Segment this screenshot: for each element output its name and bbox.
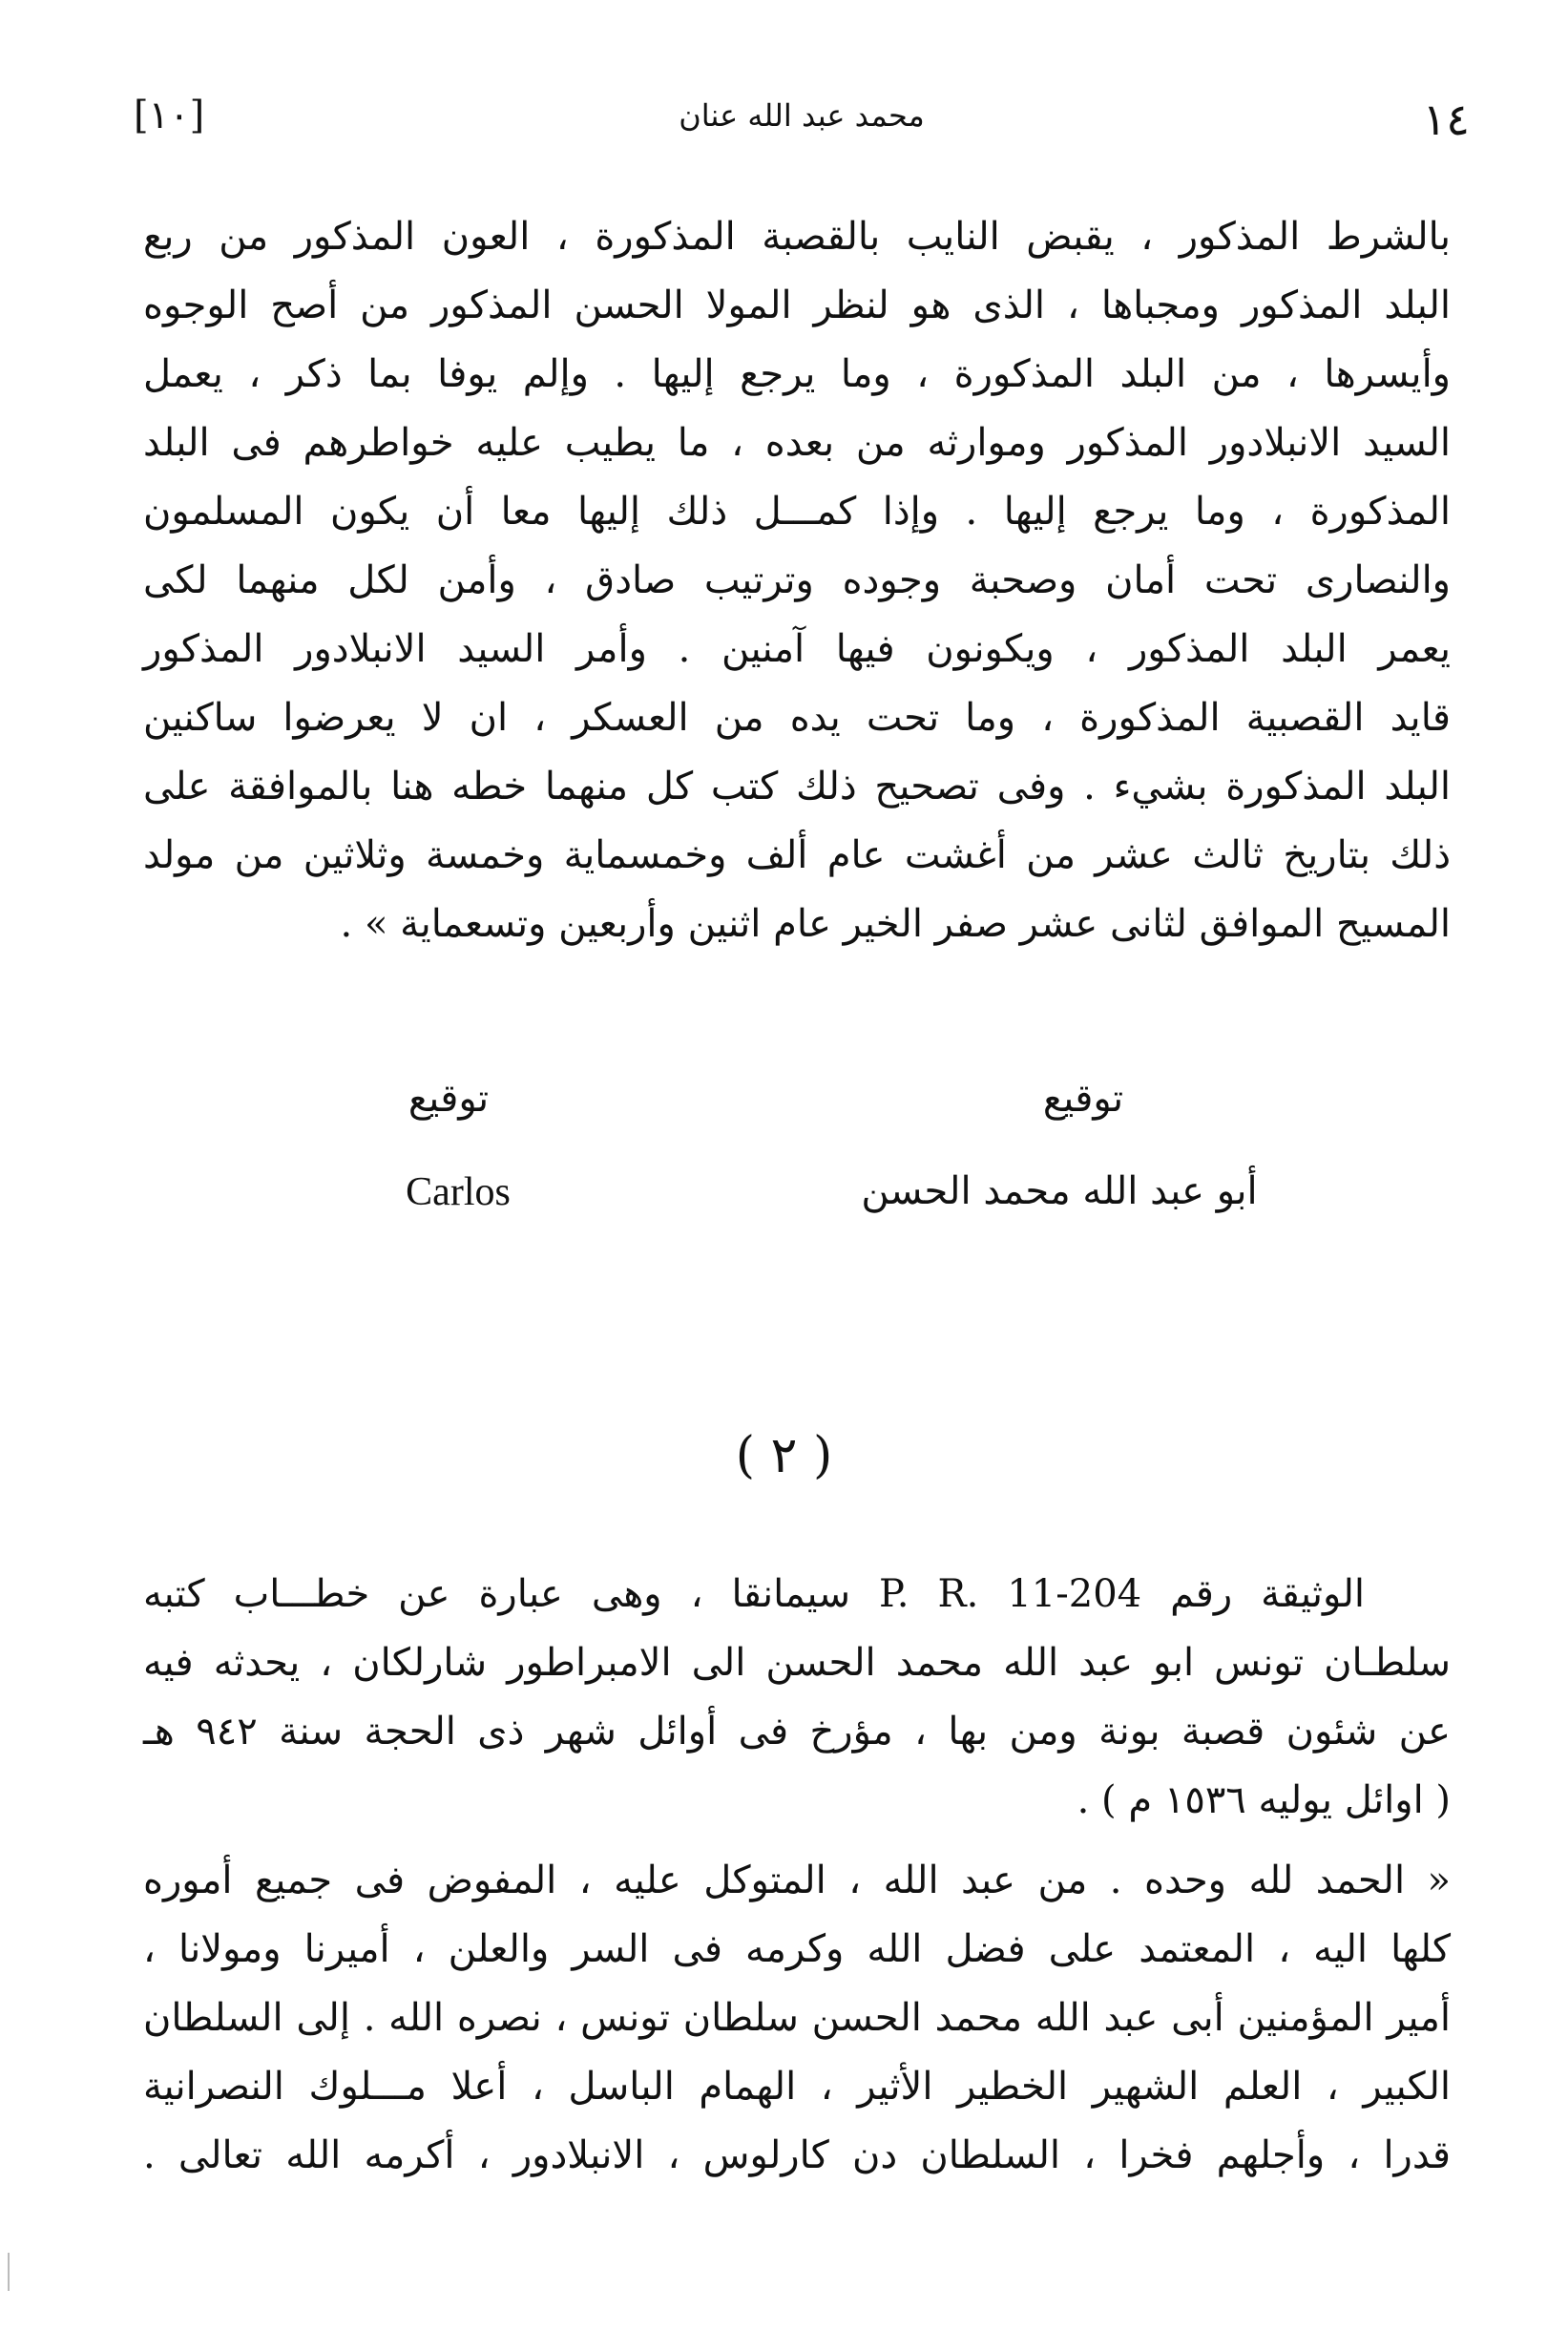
text-line: قايد القصبية المذكورة ، وما تحت يده من العسكر ، ان لا يعرضوا ساكنين [143, 696, 1452, 740]
signature-label-right: توقيع [1042, 1077, 1124, 1121]
text-line: بالشرط المذكور ، يقبض النايب بالقصبة المذكورة ، العون المذكور من ربع [143, 215, 1451, 259]
text-line: البلد المذكور ومجباها ، الذى هو لنظر المولا الحسن المذكور من أصح الوجوه [143, 284, 1451, 327]
text-line: السيد الانبلادور المذكور وموارثه من بعده ، ما يطيب عليه خواطرهم فى البلد [143, 421, 1451, 465]
text-line: وأيسرها ، من البلد المذكورة ، وما يرجع إليها . وإلم يوفا بما ذكر ، يعمل [143, 352, 1451, 396]
signature-name-left: Carlos [406, 1170, 511, 1214]
text-line: الكبير ، العلم الشهير الخطير الأثير ، الهمام الباسل ، أعلا مـــلوك النصرانية [143, 2065, 1451, 2109]
signature-label-left: توقيع [408, 1077, 490, 1121]
text-line: ( اوائل يوليه ١٥٣٦ م ) . [1077, 1778, 1451, 1822]
running-header [134, 94, 1470, 151]
text-line: سلطـان تونس ابو عبد الله محمد الحسن الى الامبراطور شارلكان ، يحدثه فيه [143, 1641, 1451, 1685]
running-title: محمد عبد الله عنان [679, 97, 925, 134]
text-line: المسيح الموافق لثانى عشر صفر الخير عام اثنين وأربعين وتسعماية » . [340, 902, 1451, 946]
section-number: ( ٢ ) [735, 1427, 833, 1484]
text-line: يعمر البلد المذكور ، ويكونون فيها آمنين . وأمر السيد الانبلادور المذكور [143, 627, 1451, 671]
text-line: « الحمد لله وحده . من عبد الله ، المتوكل عليه ، المفوض فى جميع أموره [143, 1858, 1451, 1902]
text-line: المذكورة ، وما يرجع إليها . وإذا كمـــل ذلك إليها معا أن يكون المسلمون [143, 490, 1451, 534]
page-number: ١٤ [1422, 94, 1470, 145]
text-line: ذلك بتاريخ ثالث عشر من أغشت عام ألف وخمسماية وخمسة وثلاثين من مولد [143, 833, 1451, 877]
text-line: كلها اليه ، المعتمد على فضل الله وكرمه فى السر والعلن ، أميرنا ومولانا ، [143, 1927, 1451, 1971]
text-line: والنصارى تحت أمان وصحبة وجوده وترتيب صادق ، وأمن لكل منهما لكى [143, 558, 1451, 602]
text-line: قدرا ، وأجلهم فخرا ، السلطان دن كارلوس ، الانبلادور ، أكرمه الله تعالى . [143, 2133, 1451, 2177]
text-line: البلد المذكورة بشيء . وفى تصحيح ذلك كتب كل منهما خطه هنا بالموافقة على [143, 765, 1451, 808]
signature-name-right: أبو عبد الله محمد الحسن [861, 1169, 1258, 1213]
text-line: الوثيقة رقم P. R. 11-204 سيمانقا ، وهى عبارة عن خطـــاب كتبه [143, 1572, 1366, 1616]
scan-edge-mark [8, 2253, 23, 2291]
text-line: أمير المؤمنين أبى عبد الله محمد الحسن سلطان تونس ، نصره الله . إلى السلطان [143, 1996, 1451, 2040]
document-reference: [١٠] [134, 94, 205, 137]
text-line: عن شئون قصبة بونة ومن بها ، مؤرخ فى أوائل شهر ذى الحجة سنة ٩٤٢ هـ [143, 1710, 1451, 1754]
